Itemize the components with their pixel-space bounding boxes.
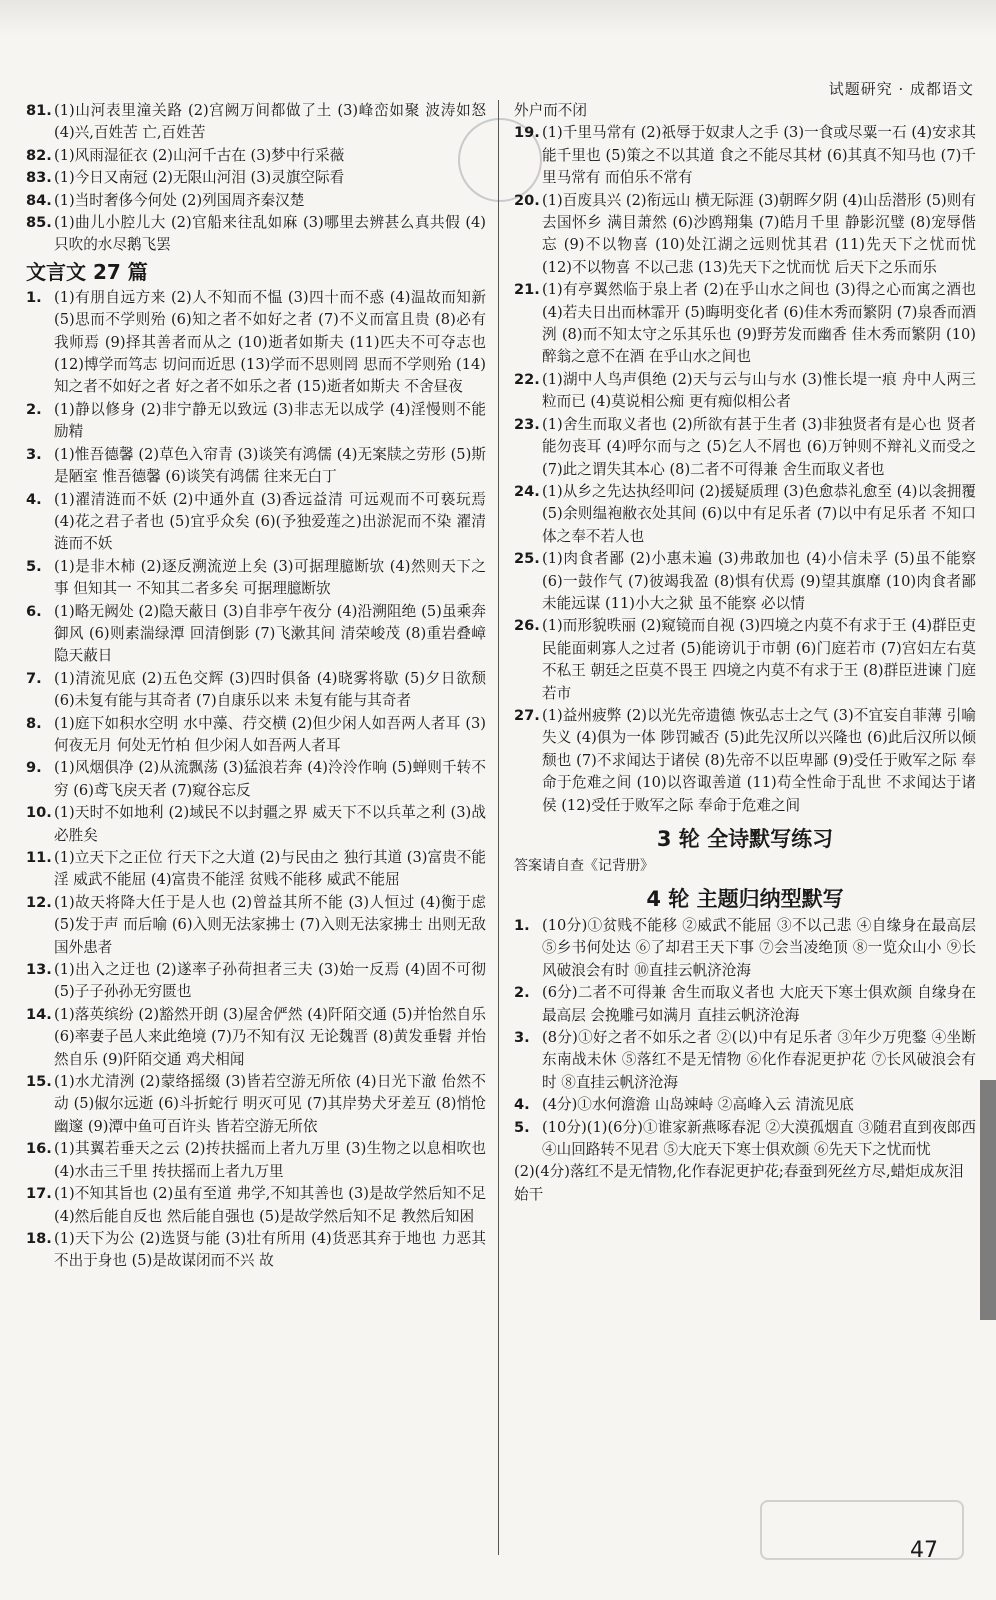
answer-item [26, 1004, 486, 1071]
item-number: 5. [26, 557, 42, 575]
answer-item [514, 369, 976, 414]
item-number: 27. [514, 706, 540, 724]
item-number: 18. [26, 1229, 52, 1247]
item-text: (1)百废具兴 (2)衔远山 横无际涯 (3)朝晖夕阴 (4)山岳潜形 (5)则有去国怀乡 满目萧然 (6)沙鸥翔集 (7)皓月千里 静影沉璧 (8)宠辱偕忘 (9)不以物喜 (10)处江湖之远则忧其君 (11)先天下之忧而忧 (12)不以物喜 不以己悲 (13)先天下之忧而忧 后天下之乐而乐 [542, 191, 976, 276]
item-text: (1)其翼若垂天之云 (2)抟扶摇而上者九万里 (3)生物之以息相吹也 (4)水击三千里 抟扶摇而上者九万里 [54, 1140, 486, 1180]
right-column [514, 100, 976, 1206]
item-text: (1)濯清涟而不妖 (2)中通外直 (3)香远益清 可远观而不可亵玩焉 (4)花之君子者也 (5)宜乎众矣 (6)(予独爱莲之)出淤泥而不染 濯清涟而不妖 [54, 490, 486, 553]
item-number: 85. [26, 214, 52, 232]
item-number: 16. [26, 1140, 52, 1158]
answer-item [514, 279, 976, 369]
item-text: (1)益州疲弊 (2)以光先帝遗德 恢弘志士之气 (3)不宜妄自菲薄 引喻失义 (4)俱为一体 陟罚臧否 (5)此先汉所以兴隆也 (6)此后汉所以倾颓也 (7)不求闻达于诸侯 (8)先帝不以臣卑鄙 (9)受任于败军之际 奉命于危难之间 (10)以咨诹善道 (11)苟全性命于乱世 不求闻达于诸侯 (12)受任于败军之际 奉命于危难之间 [542, 706, 976, 814]
answer-item [26, 489, 486, 556]
answer-item [514, 705, 976, 817]
round-heading: 4 轮 主题归纳型默写 [646, 887, 844, 911]
item-text: (1)今日又南冠 (2)无限山河泪 (3)灵旗空际看 [54, 169, 345, 187]
item-text: (1)出入之迂也 (2)遂率子孙荷担者三夫 (3)始一反焉 (4)固不可彻 (5)子子孙孙无穷匮也 [54, 961, 486, 1001]
answer-item [26, 212, 486, 257]
answer-item [26, 959, 486, 1004]
answer-item [514, 548, 976, 615]
answer-item [26, 287, 486, 399]
answer-item [26, 668, 486, 713]
item-number: 11. [26, 849, 52, 866]
answer-item [26, 1071, 486, 1138]
answer-item [514, 481, 976, 548]
answer-item [514, 414, 976, 481]
answer-item [26, 847, 486, 892]
answer-item [26, 145, 486, 167]
item-number: 9. [26, 759, 42, 777]
answer-item [26, 757, 486, 802]
item-text: (1)水尤清洌 (2)蒙络摇缀 (3)皆若空游无所依 (4)日光下澈 佁然不动 (5)俶尔远逝 (6)斗折蛇行 明灭可见 (7)其岸势犬牙差互 (8)悄怆幽邃 (9)潭中鱼可百许头 皆若空游无所依 [54, 1073, 486, 1135]
answer-item [514, 615, 976, 705]
answer-item [26, 601, 486, 668]
item-number: 4. [26, 490, 42, 508]
item-text: (8分)①好之者不如乐之者 ②(以)中有足乐者 ③年少万兜鍪 ④坐断东南战未休 ⑤落红不是无情物 ⑥化作春泥更护花 ⑦长风破浪会有时 ⑧直挂云帆济沧海 [542, 1029, 976, 1091]
item-text: (10分)①贫贱不能移 ②威武不能屈 ③不以己悲 ④自缘身在最高层 ⑤乡书何处达 ⑥了却君王天下事 ⑦会当凌绝顶 ⑧一览众山小 ⑨长风破浪会有时 ⑩直挂云帆济沧海 [542, 917, 976, 979]
answer-item [26, 1138, 486, 1183]
item-number: 12. [26, 893, 52, 911]
item-text: (1)山河表里潼关路 (2)宫阙万间都做了土 (3)峰峦如聚 波涛如怒 (4)兴,百姓苦 亡,百姓苦 [54, 102, 486, 142]
item-number: 19. [514, 124, 540, 142]
item-number: 2. [514, 984, 530, 1002]
item-text: (1)天时不如地利 (2)域民不以封疆之界 威天下不以兵革之利 (3)战必胜矣 [54, 804, 486, 844]
side-thumb-tab [980, 1080, 996, 1320]
answer-item [26, 802, 486, 847]
item-text: (1)风雨湿征衣 (2)山河千古在 (3)梦中行采薇 [54, 146, 345, 164]
watermark-logo [760, 1500, 980, 1580]
item-text: (1)曲儿小腔儿大 (2)官船来往乱如麻 (3)哪里去辨甚么真共假 (4)只吹的水尽鹅飞罢 [54, 214, 486, 254]
item-text: (1)惟吾德馨 (2)草色入帘青 (3)谈笑有鸿儒 (4)无案牍之劳形 (5)斯是陋室 惟吾德馨 (6)谈笑有鸿儒 往来无白丁 [54, 445, 486, 486]
answer-item [514, 190, 976, 280]
item-text: (1)有亭翼然临于泉上者 (2)在乎山水之间也 (3)得之心而寓之酒也 (4)若夫日出而林霏开 (5)晦明变化者 (6)佳木秀而繁阴 (7)泉香而酒洌 (8)而不知太守之乐其乐也 (9)野芳发而幽香 佳木秀而繁阴 (10)醉翁之意不在酒 在乎山水之间也 [542, 281, 976, 366]
item-text: (1)舍生而取义者也 (2)所欲有甚于生者 (3)非独贤者有是心也 贤者能勿丧耳 (4)呼尔而与之 (5)乞人不屑也 (6)万钟则不辩礼义而受之 (7)此之谓失其本心 (8)二者不可得兼 舍生而取义者也 [542, 415, 976, 478]
item-number: 26. [514, 617, 540, 635]
item-text: (1)肉食者鄙 (2)小惠未遍 (3)弗敢加也 (4)小信未孚 (5)虽不能察 (6)一鼓作气 (7)彼竭我盈 (8)惧有伏焉 (9)望其旗靡 (10)肉食者鄙 未能远谋 (11)小大之狱 虽不能察 必以情 [542, 550, 976, 612]
item-text: (1)略无阙处 (2)隐天蔽日 (3)自非亭午夜分 (4)沿溯阻绝 (5)虽乘奔御风 (6)则素湍绿潭 回清倒影 (7)飞漱其间 清荣峻茂 (8)重岩叠嶂 隐天蔽日 [54, 602, 486, 665]
item-text: (1)千里马常有 (2)祇辱于奴隶人之手 (3)一食或尽粟一石 (4)安求其能千里也 (5)策之不以其道 食之不能尽其材 (6)其真不知马也 (7)千里马常有 而伯乐不常有 [542, 124, 976, 187]
item-text: (1)湖中人鸟声俱绝 (2)天与云与山与水 (3)惟长堤一痕 舟中人两三粒而已 (4)莫说相公痴 更有痴似相公者 [542, 370, 976, 411]
answer-item [26, 1183, 486, 1228]
item-number: 25. [514, 550, 540, 568]
item-number: 14. [26, 1005, 52, 1023]
answer-item [26, 100, 486, 145]
item-text: (1)而形貌昳丽 (2)窥镜而自视 (3)四境之内莫不有求于王 (4)群臣吏民能面刺寡人之过者 (5)能谤讥于市朝 (6)门庭若市 (7)宫妇左右莫不私王 朝廷之臣莫不畏王 四境之内莫不有求于王 (8)群臣进谏 门庭若市 [542, 617, 976, 702]
answer-item [514, 915, 976, 982]
answer-item [514, 982, 976, 1027]
round-heading: 3 轮 全诗默写练习 [656, 827, 834, 851]
item-number: 83. [26, 169, 52, 187]
continued-text: 外户而不闭 [514, 102, 587, 119]
item-number: 8. [26, 714, 42, 732]
item-number: 1. [514, 917, 530, 934]
running-header: 试题研究 · 成都语文 [828, 80, 974, 98]
item-number: 1. [26, 288, 42, 306]
item-text: (1)有朋自远方来 (2)人不知而不愠 (3)四十而不惑 (4)温故而知新 (5)思而不学则殆 (6)知之者不如好之者 (7)不义而富且贵 (8)必有我师焉 (9)择其善者而从之 (10)逝者如斯夫 (11)匹夫不可夺志也 (12)博学而笃志 切问而近思 (13)学而不思则罔 思而不学则殆 (14)知之者不如好之者 好之者不如乐之者 (15)逝者如斯夫 不舍昼夜 [54, 288, 486, 396]
item-number: 6. [26, 602, 42, 620]
answer-item [26, 190, 486, 212]
item-number: 3. [514, 1029, 530, 1047]
answer-item [514, 1094, 976, 1116]
section-heading: 文言文 27 篇 [26, 259, 148, 284]
item-text: (1)庭下如积水空明 水中藻、荇交横 (2)但少闲人如吾两人者耳 (3)何夜无月 何处无竹柏 但少闲人如吾两人者耳 [54, 714, 486, 754]
item-number: 81. [26, 102, 52, 119]
item-text: (1)从乡之先达执经叩问 (2)援疑质理 (3)色愈恭礼愈至 (4)以衾拥覆 (5)余则缊袍敝衣处其间 (6)以中有足乐者 (7)以中有足乐者 不知口体之奉不若人也 [542, 482, 976, 545]
item-text: (1)不知其旨也 (2)虽有至道 弗学,不知其善也 (3)是故学然后知不足 (4)然后能自反也 然后能自强也 (5)是故学然后知不足 教然后知困 [54, 1185, 486, 1225]
item-number: 21. [514, 281, 540, 299]
answer-item [514, 1027, 976, 1094]
item-number: 7. [26, 669, 42, 687]
item-number: 4. [514, 1096, 530, 1114]
item-text: (10分)(1)(6分)①谁家新燕啄春泥 ②大漠孤烟直 ③随君直到夜郎西 ④山回路转不见君 ⑤大庇天下寒士俱欢颜 ⑥先天下之忧而忧 [542, 1118, 976, 1159]
note-text: 答案请自查《记背册》 [514, 858, 654, 874]
page-number: 47 [910, 1538, 938, 1563]
answer-item [26, 556, 486, 601]
left-column [26, 100, 486, 1273]
item-number: 17. [26, 1185, 52, 1203]
column-divider [498, 100, 499, 1555]
answer-item [26, 399, 486, 444]
item-number: 3. [26, 445, 42, 463]
item-number: 84. [26, 191, 52, 209]
item-text: (1)天下为公 (2)选贤与能 (3)壮有所用 (4)货恶其弃于地也 力恶其不出于身也 (5)是故谋闭而不兴 故 [54, 1229, 486, 1270]
item-number: 10. [26, 804, 52, 822]
item-text: (1)当时奢侈今何处 (2)列国周齐秦汉楚 [54, 191, 305, 209]
item-text: (1)清流见底 (2)五色交辉 (3)四时俱备 (4)晓雾将歇 (5)夕日欲颓 (6)未复有能与其奇者 (7)自康乐以来 未复有能与其奇者 [54, 669, 486, 710]
item-text: (1)是非木柿 (2)逐反溯流逆上矣 (3)可据理臆断欤 (4)然则天下之事 但知其一 不知其二者多矣 可据理臆断欤 [54, 557, 486, 598]
continued-text: (2)(4分)落红不是无情物,化作春泥更护花;春蚕到死丝方尽,蜡炬成灰泪始干 [514, 1163, 964, 1203]
answer-item [514, 1117, 976, 1162]
scan-top-band [0, 0, 996, 36]
item-number: 82. [26, 146, 52, 164]
item-text: (1)风烟俱净 (2)从流飘荡 (3)猛浪若奔 (4)泠泠作响 (5)蝉则千转不穷 (6)鸢飞戾天者 (7)窥谷忘反 [54, 759, 486, 799]
item-number: 20. [514, 191, 540, 209]
item-number: 24. [514, 482, 540, 500]
item-number: 2. [26, 400, 42, 418]
answer-item [26, 892, 486, 959]
item-number: 23. [514, 415, 540, 433]
item-text: (6分)二者不可得兼 舍生而取义者也 大庇天下寒士俱欢颜 自缘身在最高层 会挽雕弓如满月 直挂云帆济沧海 [542, 984, 976, 1024]
answer-item [26, 713, 486, 758]
answer-item [26, 1228, 486, 1273]
item-text: (1)落英缤纷 (2)豁然开朗 (3)屋舍俨然 (4)阡陌交通 (5)并怡然自乐 (6)率妻子邑人来此绝境 (7)乃不知有汉 无论魏晋 (8)黄发垂髫 并怡然自乐 (9)阡陌交通 鸡犬相闻 [54, 1005, 486, 1068]
item-text: (1)静以修身 (2)非宁静无以致远 (3)非志无以成学 (4)淫慢则不能励精 [54, 400, 486, 441]
item-number: 22. [514, 370, 540, 388]
answer-item [26, 444, 486, 489]
item-number: 13. [26, 961, 52, 979]
item-text: (4分)①水何澹澹 山岛竦峙 ②高峰入云 清流见底 [542, 1096, 854, 1114]
item-number: 5. [514, 1118, 530, 1136]
answer-item [26, 167, 486, 189]
item-text: (1)立天下之正位 行天下之大道 (2)与民由之 独行其道 (3)富贵不能淫 威武不能屈 (4)富贵不能淫 贫贱不能移 威武不能屈 [54, 849, 486, 889]
item-number: 15. [26, 1073, 52, 1091]
answer-item [514, 122, 976, 189]
item-text: (1)故天将降大任于是人也 (2)曾益其所不能 (3)人恒过 (4)衡于虑 (5)发于声 而后喻 (6)入则无法家拂士 (7)入则无法家拂士 出则无敌国外患者 [54, 893, 486, 956]
